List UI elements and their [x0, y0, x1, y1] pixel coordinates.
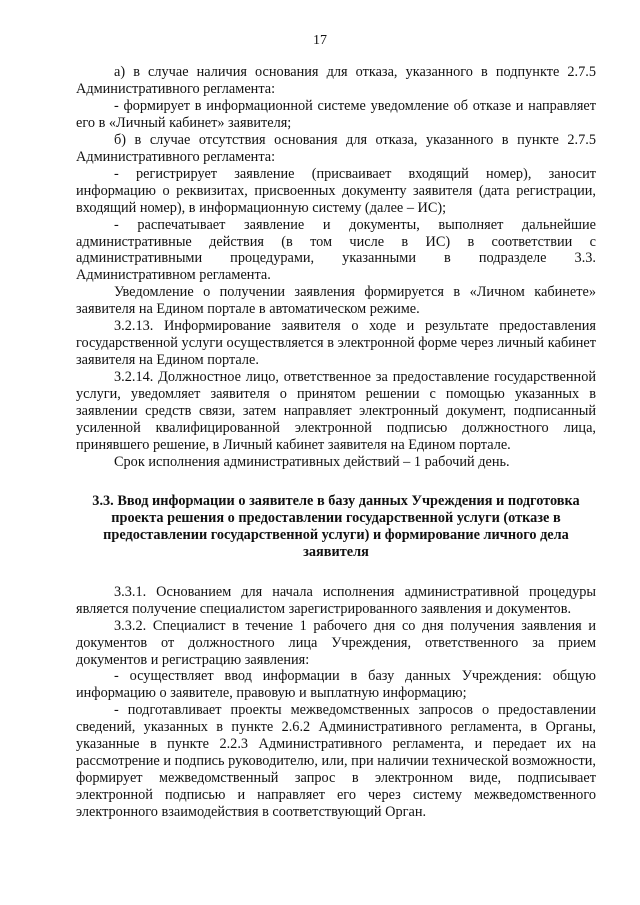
paragraph-deadline: Срок исполнения административных действий – 1 рабочий день. [114, 453, 510, 470]
page-number: 17 [313, 33, 327, 48]
paragraph-3-3-2: 3.3.2. Специалист в течение 1 рабочего дня со дня получения заявления и документов от должностного лица Учреждения, ответственного за прием документов и регистрацию заявления: [76, 617, 596, 668]
paragraph-no-refusal-case: б) в случае отсутствия основания для отказа, указанного в пункте 2.7.5 Административного регламента: [76, 131, 596, 165]
document-body [76, 64, 596, 821]
paragraph-3-3-1: 3.3.1. Основанием для начала исполнения административной процедуры является получение специалистом зарегистрированного заявления и документов. [76, 583, 596, 617]
paragraph-receipt-notice: Уведомление о получении заявления формируется в «Личном кабинете» заявителя на Едином портале в автоматическом режиме. [76, 284, 596, 318]
paragraph-refusal-case: а) в случае наличия основания для отказа, указанного в подпункте 2.7.5 Административного регламента: [76, 64, 596, 97]
paragraph-interagency-requests: - подготавливает проекты межведомственных запросов о предоставлении сведений, указанных в пункте 2.6.2 Административного регламента, в Органы, указанные в пункте 2.2.3 Административного регламента, и передает их на рассмотрение и подпись руководителю, или, при наличии технической возможности, формирует межведомственный запрос в электронном виде, подписывает электронной подписью и направляет его через систему межведомственного электронного взаимодействия в соответствующий Орган. [76, 702, 596, 821]
paragraph-refusal-notice: - формирует в информационной системе уведомление об отказе и направляет его в «Личный кабинет» заявителя; [76, 97, 596, 131]
section-heading-3-3: 3.3. Ввод информации о заявителе в базу данных Учреждения и подготовка проекта решения о предоставлении государственной услуги (отказе в предоставлении государственной услуги) и формирование личного дела заявителя [92, 492, 580, 560]
paragraph-3-2-13: 3.2.13. Информирование заявителя о ходе и результате предоставления государственной услуги осуществляется в электронной форме через личный кабинет заявителя на Едином портале. [76, 318, 596, 369]
paragraph-register-application: - регистрирует заявление (присваивает входящий номер), заносит информацию о реквизитах, присвоенных документу заявителя (дата регистрации, входящий номер), в информационную систему (далее – ИС); [76, 165, 596, 216]
paragraph-3-2-14: 3.2.14. Должностное лицо, ответственное за предоставление государственной услуги, уведомляет заявителя о принятом решении с помощью указанных в заявлении средств связи, затем направляет электронный документ, подписанный усиленной квалифицированной электронной подписью должностного лица, принявшего решение, в Личный кабинет заявителя на Едином портале. [76, 369, 596, 453]
paragraph-print-application: - распечатывает заявление и документы, выполняет дальнейшие административные действия (в том числе в ИС) в соответствии с административными процедурами, указанными в подразделе 3.3. Административном регламента. [76, 216, 596, 284]
paragraph-data-entry: - осуществляет ввод информации в базу данных Учреждения: общую информацию о заявителе, правовую и выплатную информацию; [76, 668, 596, 702]
